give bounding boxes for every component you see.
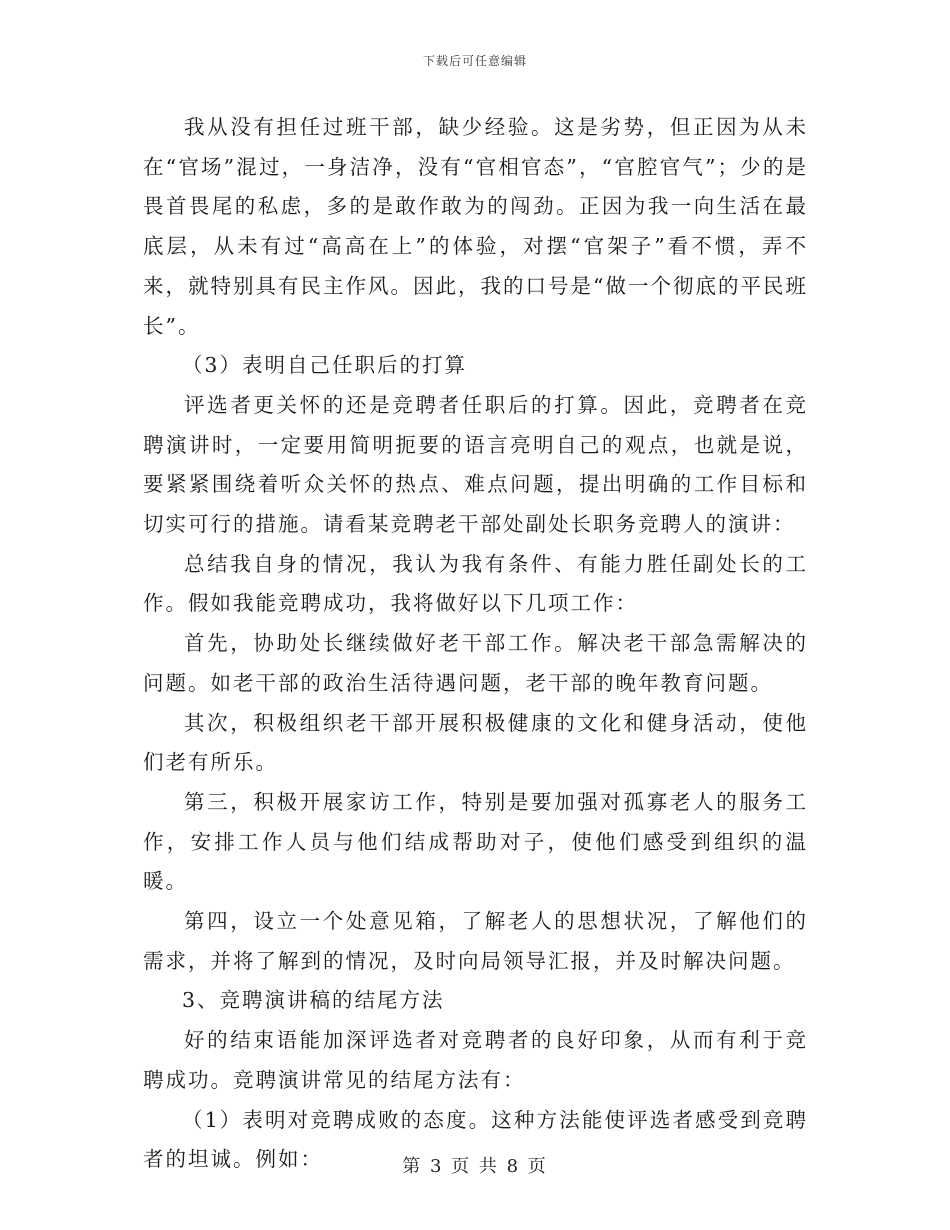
paragraph-second-task: 其次，积极组织老干部开展积极健康的文化和健身活动，使他们老有所乐。 bbox=[143, 710, 808, 775]
paragraph-third-task: 第三，积极开展家访工作，特别是要加强对孤寡老人的服务工作，安排工作人员与他们结成帮助对子，使他们感受到组织的温暖。 bbox=[143, 789, 808, 894]
paragraph-fourth-task: 第四，设立一个处意见箱，了解老人的思想状况，了解他们的需求，并将了解到的情况，及时向局领导汇报，并及时解决问题。 bbox=[143, 909, 808, 973]
page-number-footer: 第 3 页 共 8 页 bbox=[402, 1156, 548, 1177]
paragraph-good-ending: 好的结束语能加深评选者对竞聘者的良好印象，从而有利于竞聘成功。竞聘演讲常见的结尾方法有： bbox=[143, 1028, 808, 1092]
paragraph-first-task: 首先，协助处长继续做好老干部工作。解决老干部急需解决的问题。如老干部的政治生活待遇问题，老干部的晚年教育问题。 bbox=[143, 631, 808, 695]
paragraph-attitude-to-outcome: （1）表明对竞聘成败的态度。这种方法能使评选者感受到竞聘者的坦诚。例如： bbox=[143, 1107, 808, 1172]
paragraph-self-summary: 总结我自身的情况，我认为我有条件、有能力胜任副处长的工作。假如我能竞聘成功，我将做好以下几项工作： bbox=[143, 551, 808, 616]
page-header: 下载后可任意编辑 bbox=[422, 54, 527, 68]
paragraph-evaluators-concern: 评选者更关怀的还是竞聘者任职后的打算。因此，竞聘者在竞聘演讲时，一定要用简明扼要的语言亮明自己的观点，也就是说，要紧紧围绕着听众关怀的热点、难点问题，提出明确的工作目标和切实可行的措施。请看某竞聘老干部处副处长职务竞聘人的演讲： bbox=[143, 392, 808, 537]
subheading-plans-after-appointment: （3）表明自己任职后的打算 bbox=[181, 353, 467, 378]
section-heading-ending-methods: 3、竞聘演讲稿的结尾方法 bbox=[181, 988, 445, 1013]
paragraph-no-experience: 我从没有担任过班干部，缺少经验。这是劣势，但正因为从未在“官场”混过，一身洁净，没有“官相官态”，“官腔官气”；少的是畏首畏尾的私虑，多的是敢作敢为的闯劲。正因为我一向生活在最底层，从未有过“高高在上”的体验，对摆“官架子”看不惯，弄不来，就特别具有民主作风。因此，我的口号是“做一个彻底的平民班长”。 bbox=[143, 115, 808, 338]
document-body bbox=[143, 108, 808, 1180]
